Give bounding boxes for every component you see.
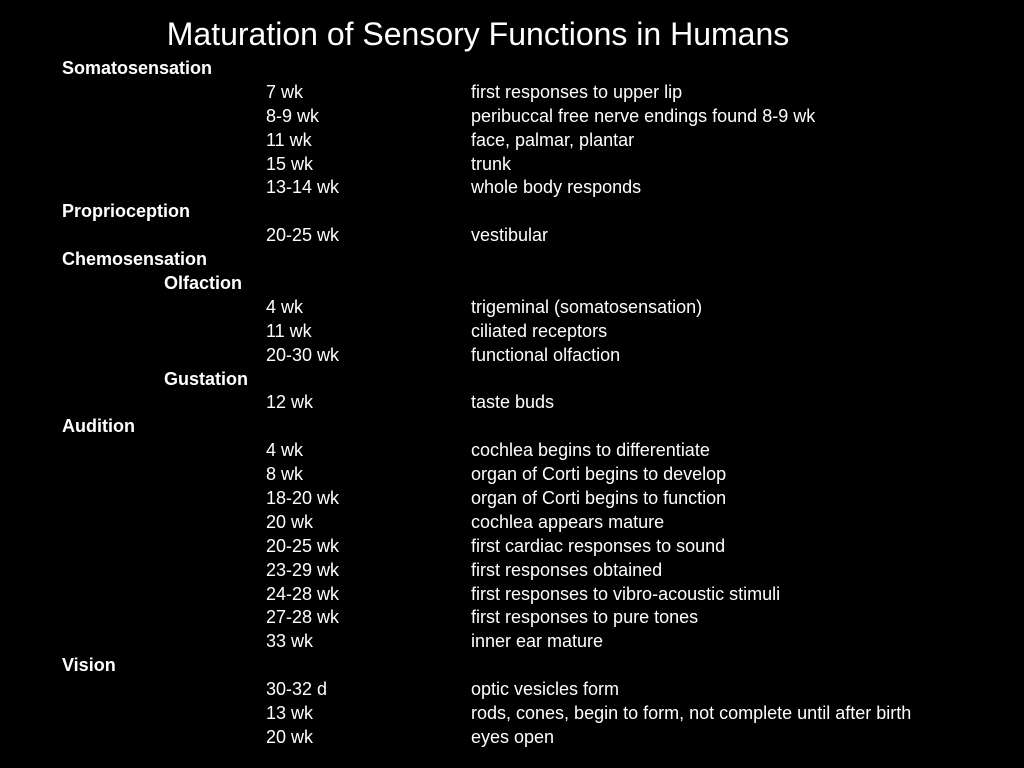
entry-age: 20 wk [266,511,314,532]
category-label: Vision [62,655,116,676]
timeline-entry [0,511,1024,535]
timeline-entry [0,105,1024,129]
timeline-entry [0,535,1024,559]
timeline-entry [0,726,1024,750]
category-heading [0,200,1024,224]
entry-description: eyes open [471,726,555,747]
entry-age: 23-29 wk [266,559,340,580]
entry-description: first responses to vibro-acoustic stimuli [471,583,781,604]
entry-description: first cardiac responses to sound [471,535,726,556]
timeline-entry [0,176,1024,200]
entry-description: peribuccal free nerve endings found 8-9 wk [471,105,816,126]
category-heading [0,415,1024,439]
entry-age: 4 wk [266,296,304,317]
category-label: Audition [62,416,135,437]
entry-description: first responses obtained [471,559,663,580]
category-heading [0,248,1024,272]
entry-description: face, palmar, plantar [471,129,635,150]
subcategory-heading [0,272,1024,296]
timeline-entry [0,583,1024,607]
entry-age: 24-28 wk [266,583,340,604]
entry-description: ciliated receptors [471,320,608,341]
timeline-entry [0,391,1024,415]
entry-description: trunk [471,153,512,174]
slide-title: Maturation of Sensory Functions in Humans [166,16,790,52]
entry-age: 7 wk [266,81,304,102]
entry-age: 8-9 wk [266,105,320,126]
entry-age: 20-30 wk [266,344,340,365]
entry-age: 20-25 wk [266,535,340,556]
entry-description: organ of Corti begins to develop [471,464,727,485]
category-heading [0,57,1024,81]
timeline-entry [0,320,1024,344]
entry-description: vestibular [471,225,549,246]
timeline-entry [0,81,1024,105]
timeline-entry [0,606,1024,630]
entry-description: cochlea begins to differentiate [471,440,710,461]
entry-description: optic vesicles form [471,679,620,700]
entry-age: 33 wk [266,631,314,652]
entry-age: 13 wk [266,703,314,724]
timeline-entry [0,153,1024,177]
category-heading [0,654,1024,678]
entry-age: 12 wk [266,392,314,413]
sensory-timeline-list [0,57,1024,750]
category-label: Proprioception [62,201,191,222]
entry-age: 15 wk [266,153,314,174]
category-label: Somatosensation [62,58,213,78]
timeline-entry [0,559,1024,583]
entry-age: 8 wk [266,464,304,485]
entry-description: first responses to pure tones [471,607,699,628]
entry-age: 18-20 wk [266,488,340,509]
entry-description: functional olfaction [471,344,621,365]
entry-description: rods, cones, begin to form, not complete until after birth [471,703,912,724]
subcategory-label: Gustation [164,368,248,389]
entry-description: trigeminal (somatosensation) [471,296,703,317]
timeline-entry [0,678,1024,702]
entry-age: 4 wk [266,440,304,461]
timeline-entry [0,344,1024,368]
timeline-entry [0,487,1024,511]
entry-description: inner ear mature [471,631,604,652]
entry-age: 13-14 wk [266,177,340,198]
entry-age: 20 wk [266,726,314,747]
timeline-entry [0,224,1024,248]
timeline-entry [0,702,1024,726]
entry-description: cochlea appears mature [471,511,665,532]
timeline-entry [0,439,1024,463]
entry-age: 11 wk [266,320,312,341]
entry-age: 30-32 d [266,679,328,700]
entry-description: first responses to upper lip [471,81,683,102]
entry-description: organ of Corti begins to function [471,488,727,509]
timeline-entry [0,630,1024,654]
timeline-entry [0,296,1024,320]
timeline-entry [0,463,1024,487]
subcategory-heading [0,368,1024,392]
entry-age: 20-25 wk [266,225,340,246]
subcategory-label: Olfaction [164,273,243,294]
entry-description: taste buds [471,392,555,413]
timeline-entry [0,129,1024,153]
entry-age: 11 wk [266,129,312,150]
entry-age: 27-28 wk [266,607,340,628]
category-label: Chemosensation [62,249,208,270]
entry-description: whole body responds [471,177,642,198]
